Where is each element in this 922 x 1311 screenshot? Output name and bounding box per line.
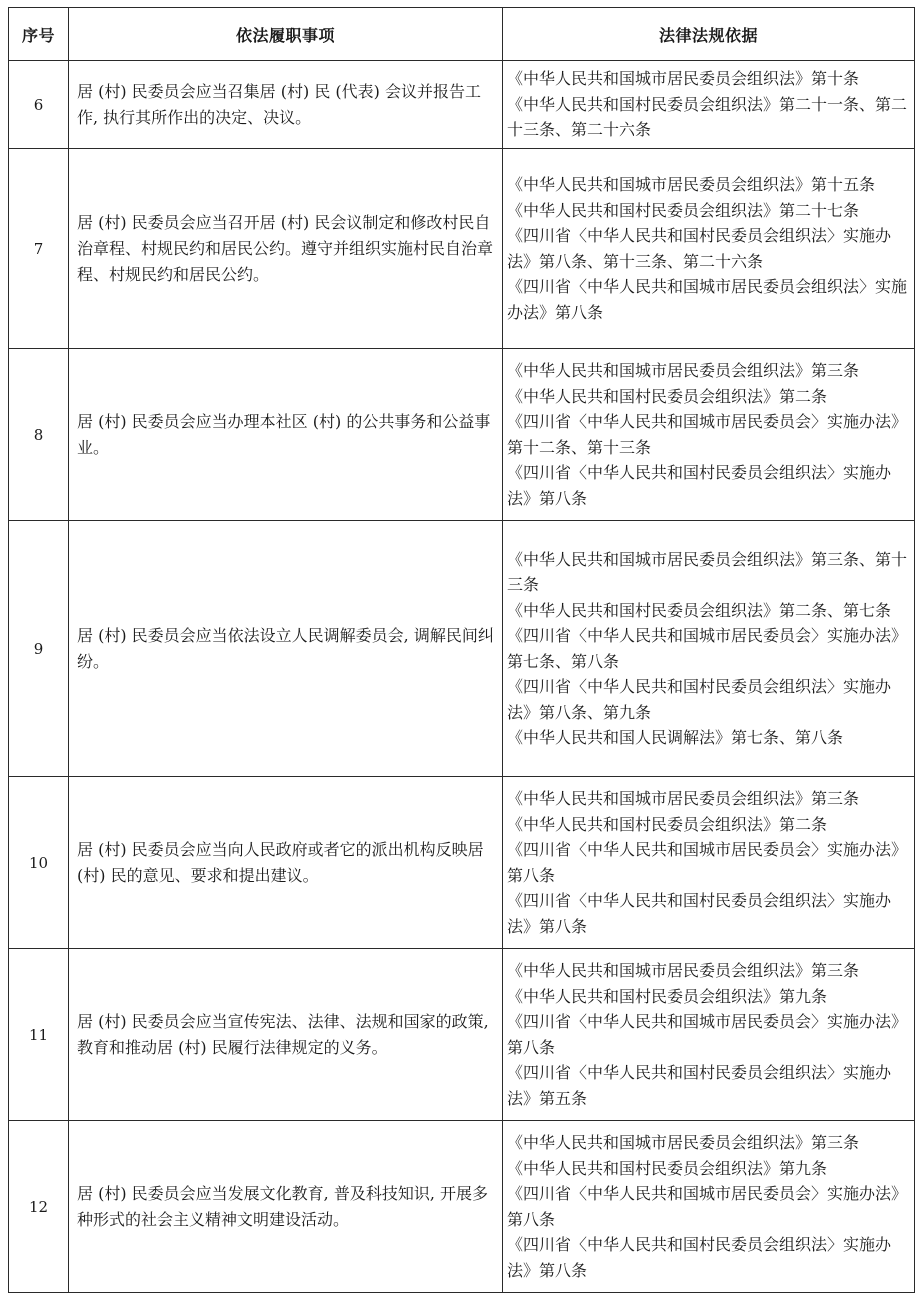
legal-basis-citation: 《中华人民共和国村民委员会组织法》第二十七条 (507, 200, 860, 220)
row-legal-basis (503, 61, 915, 149)
legal-basis-citation: 《中华人民共和国村民委员会组织法》第二条 (507, 814, 828, 834)
legal-basis-citation: 《四川省〈中华人民共和国村民委员会组织法〉实施办法》第八条、第九条 (507, 677, 892, 722)
row-duty-text: 居 (村) 民委员会应当发展文化教育, 普及科技知识, 开展多种形式的社会主义精神文明建设活动。 (69, 1121, 503, 1293)
row-serial-number: 6 (9, 61, 69, 149)
row-serial-number: 8 (9, 349, 69, 521)
legal-basis-citation: 《中华人民共和国城市居民委员会组织法》第三条 (507, 361, 860, 380)
row-serial-number: 12 (9, 1121, 69, 1293)
table-header-row (9, 8, 915, 61)
legal-basis-citation: 《四川省〈中华人民共和国城市居民委员会〉实施办法》第八条 (507, 1012, 908, 1057)
table-body (9, 61, 915, 1293)
legal-basis-citation: 《四川省〈中华人民共和国村民委员会组织法〉实施办法》第八条 (507, 891, 892, 936)
row-legal-basis (503, 1121, 915, 1293)
legal-basis-citation: 《中华人民共和国村民委员会组织法》第二条、第七条 (507, 600, 892, 620)
legal-basis-citation: 《中华人民共和国村民委员会组织法》第二条 (507, 386, 828, 406)
table-row (9, 349, 915, 521)
legal-basis-citation: 《四川省〈中华人民共和国城市居民委员会〉实施办法》第八条 (507, 840, 908, 885)
row-duty-text: 居 (村) 民委员会应当召集居 (村) 民 (代表) 会议并报告工作, 执行其所作出的决定、决议。 (69, 61, 503, 149)
row-duty-text: 居 (村) 民委员会应当办理本社区 (村) 的公共事务和公益事业。 (69, 349, 503, 521)
legal-basis-citation: 《四川省〈中华人民共和国村民委员会组织法〉实施办法》第五条 (507, 1063, 892, 1108)
legal-basis-citation: 《中华人民共和国城市居民委员会组织法》第十五条 (507, 175, 876, 194)
table-row (9, 521, 915, 777)
table-row (9, 149, 915, 349)
row-serial-number: 11 (9, 949, 69, 1121)
row-serial-number: 10 (9, 777, 69, 949)
row-legal-basis (503, 349, 915, 521)
legal-basis-citation: 《中华人民共和国城市居民委员会组织法》第三条 (507, 1133, 860, 1152)
legal-basis-citation: 《四川省〈中华人民共和国村民委员会组织法〉实施办法》第八条 (507, 463, 892, 508)
legal-basis-citation: 《四川省〈中华人民共和国城市居民委员会〉实施办法》第八条 (507, 1184, 908, 1229)
row-duty-text: 居 (村) 民委员会应当宣传宪法、法律、法规和国家的政策, 教育和推动居 (村) 民履行法律规定的义务。 (69, 949, 503, 1121)
legal-basis-citation: 《四川省〈中华人民共和国村民委员会组织法〉实施办法》第八条、第十三条、第二十六条 (507, 226, 892, 271)
row-legal-basis (503, 949, 915, 1121)
header-legal-basis: 法律法规依据 (503, 8, 915, 61)
header-serial-number: 序号 (9, 8, 69, 61)
row-legal-basis (503, 777, 915, 949)
legal-basis-citation: 《中华人民共和国人民调解法》第七条、第八条 (507, 728, 844, 747)
row-serial-number: 9 (9, 521, 69, 777)
law-duties-table (8, 7, 915, 1293)
legal-basis-citation: 《中华人民共和国城市居民委员会组织法》第十条 (507, 69, 860, 89)
row-duty-text: 居 (村) 民委员会应当依法设立人民调解委员会, 调解民间纠纷。 (69, 521, 503, 777)
header-duty-item: 依法履职事项 (69, 8, 503, 61)
legal-basis-citation: 《四川省〈中华人民共和国城市居民委员会〉实施办法》第十二条、第十三条 (507, 412, 908, 457)
row-duty-text: 居 (村) 民委员会应当向人民政府或者它的派出机构反映居 (村) 民的意见、要求和提出建议。 (69, 777, 503, 949)
table-row (9, 61, 915, 149)
legal-basis-citation: 《中华人民共和国村民委员会组织法》第二十一条、第二十三条、第二十六条 (507, 94, 908, 140)
legal-basis-citation: 《四川省〈中华人民共和国城市居民委员会〉实施办法》第七条、第八条 (507, 626, 908, 671)
legal-basis-citation: 《中华人民共和国城市居民委员会组织法》第三条 (507, 961, 860, 980)
row-serial-number: 7 (9, 149, 69, 349)
table-row (9, 1121, 915, 1293)
legal-basis-citation: 《中华人民共和国村民委员会组织法》第九条 (507, 986, 828, 1006)
legal-basis-citation: 《四川省〈中华人民共和国村民委员会组织法〉实施办法》第八条 (507, 1235, 892, 1280)
legal-basis-citation: 《四川省〈中华人民共和国城市居民委员会组织法〉实施办法》第八条 (507, 277, 908, 322)
table-row (9, 777, 915, 949)
row-duty-text: 居 (村) 民委员会应当召开居 (村) 民会议制定和修改村民自治章程、村规民约和居民公约。遵守并组织实施村民自治章程、村规民约和居民公约。 (69, 149, 503, 349)
legal-basis-citation: 《中华人民共和国城市居民委员会组织法》第三条、第十三条 (507, 549, 908, 594)
legal-basis-citation: 《中华人民共和国村民委员会组织法》第九条 (507, 1158, 828, 1178)
table-row (9, 949, 915, 1121)
legal-basis-citation: 《中华人民共和国城市居民委员会组织法》第三条 (507, 789, 860, 808)
row-legal-basis (503, 149, 915, 349)
row-legal-basis (503, 521, 915, 777)
